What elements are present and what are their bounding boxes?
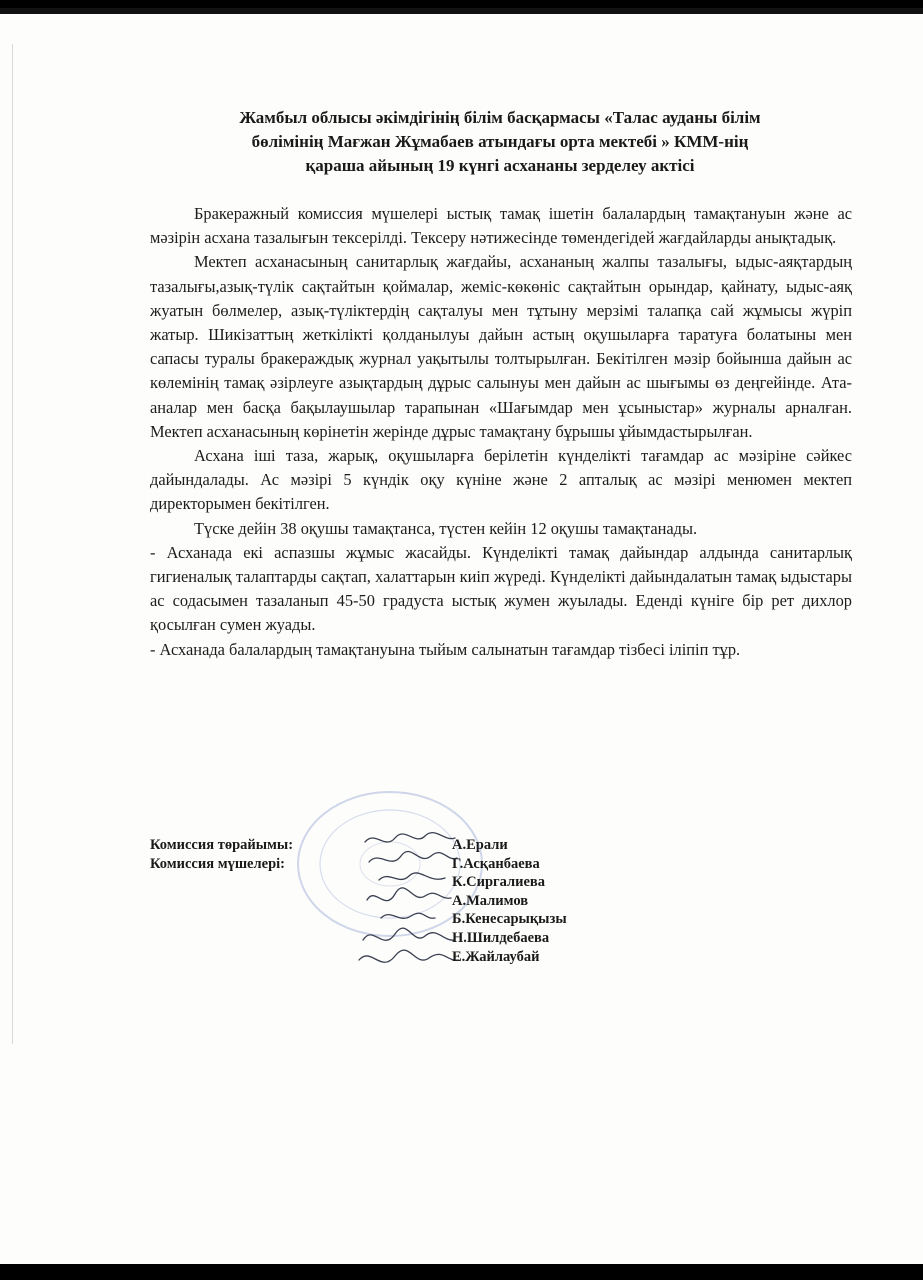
chair-label: Комиссия төрайымы: — [150, 837, 294, 853]
bullet-forbidden-foods: - Асханада балалардың тамақтануына тыйым салынатын тағамдар тізбесі іліпіп тұр. — [150, 639, 741, 659]
name-7: Е.Жайлаубай — [452, 948, 540, 965]
signature-block — [150, 836, 650, 986]
name-5: Б.Кенесарықызы — [452, 911, 567, 928]
document-page — [0, 8, 923, 1264]
name-1: А.Ерали — [452, 837, 508, 853]
name-3: К.Сиргалиева — [452, 874, 545, 891]
document-body — [150, 202, 852, 662]
signature-labels — [150, 836, 293, 873]
name-2: Г.Асқанбаева — [452, 855, 540, 872]
members-label: Комиссия мүшелері: — [150, 855, 285, 872]
bullet-cooks: - Асханада екі аспазшы жұмыс жасайды. Күнделікті тамақ дайындар алдында санитарлық гигиеналық талаптарды сақтап, халаттарын киіп жүреді. Күнделікті дайындалатын тамақ ыдыстары ас содасымен тазаланып 45-50 градуста ыстық жумен жуылады. Еденді күніге бір рет дихлор қосылған сумен жуады. — [150, 542, 852, 635]
paragraph-inspection: Бракеражный комиссия мүшелері ыстық тамақ ішетін балалардың тамақтануын және ас мәзірін асхана тазалығын тексерілді. Тексеру нәтижесінде төмендегідей жағдайларды анықтадық. — [150, 204, 852, 248]
signature-names — [452, 836, 567, 966]
document-title — [150, 106, 850, 178]
paragraph-students: Түске дейін 38 оқушы тамақтанса, түстен кейін 12 оқушы тамақтанады. — [194, 518, 698, 538]
paragraph-canteen: Асхана іші таза, жарық, оқушыларға берілетін күнделікті тағамдар ас мәзіріне сәйкес дайындалады. Ас мәзірі 5 күндік оқу күніне және 2 апталық ас мәзірі менюмен мектеп директорымен бекітілген. — [150, 446, 852, 514]
name-6: Н.Шилдебаева — [452, 929, 550, 946]
paragraph-sanitary: Мектеп асханасының санитарлық жағдайы, асхананың жалпы тазалығы, ыдыс-аяқтардың тазалығы,азық-түлік сақтайтын қоймалар, жеміс-көкөніс сақтайтын орындар, қайнату, ыдыс-аяқ жуатын бөлмелер, азық-түліктердің сақталуы мен тұтыну мерзімі талапқа сай жұмысы жүріп жатыр. Шикізаттың жеткілікті қолданылуы дайын астың оқушыларға таратуға болатыны мен сапасы туралы бракераждық журнал уақытылы толтырылған. Бекітілген мәзір бойынша дайын ас көлемінің тамақ әзірлеуге азықтардың дұрыс салынуы мен дайын ас шығымы өз деңгейінде. Ата-аналар мен басқа бақылаушылар тарапынан «Шағымдар мен ұсыныстар» журналы арналған. Мектеп асханасының көрінетін жерінде дұрыс тамақтану бұрышы ұйымдастырылған. — [150, 252, 852, 441]
handwritten-signatures — [355, 828, 465, 978]
name-4: А.Малимов — [452, 892, 529, 909]
scan-edge-line — [12, 44, 13, 1044]
title-line-2: бөлімінің Мағжан Жұмабаев атындағы орта мектебі » КММ-нің — [251, 132, 749, 151]
title-line-3: қараша айының 19 күнгі асхананы зерделеу актісі — [305, 156, 695, 175]
title-line-1: Жамбыл облысы әкімдігінің білім басқармасы «Талас ауданы білім — [239, 108, 761, 127]
